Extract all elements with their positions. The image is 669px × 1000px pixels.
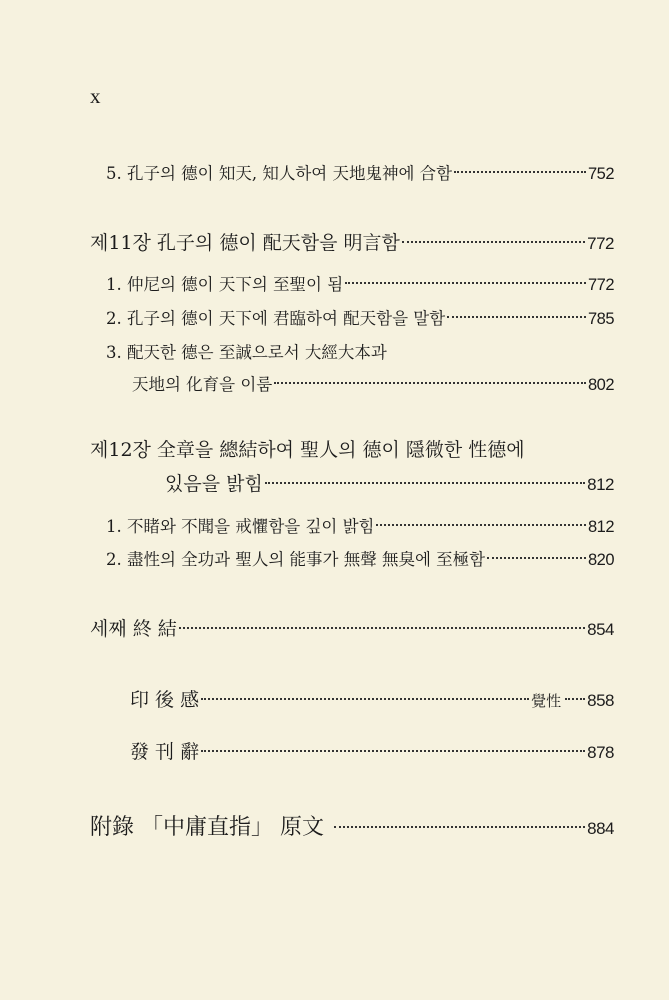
- toc-entry: [130, 737, 614, 764]
- toc-entry-page: 820: [587, 551, 614, 569]
- toc-entry-page: 785: [587, 310, 614, 328]
- toc-entry-page: 812: [587, 475, 614, 494]
- toc-entry-title: 2. 孔子의 德이 天下에 君臨하여 配天함을 말함: [106, 309, 446, 328]
- page-number: x: [90, 84, 101, 108]
- toc-chapter-title: 제12장 全章을 總結하여 聖人의 德이 隱微한 性德에: [90, 439, 525, 461]
- toc-entry-page: 802: [587, 376, 614, 394]
- toc-entry-title: 1. 不睹와 不聞을 戒懼함을 깊이 밝힘: [106, 517, 375, 536]
- toc-entry-page: 858: [587, 691, 614, 710]
- toc-entry-title-cont: 天地의 化育을 이룸: [132, 375, 273, 394]
- toc-entry: [106, 546, 614, 570]
- leader-dots: [454, 171, 586, 173]
- toc-entry: [130, 685, 614, 712]
- leader-dots: [447, 316, 586, 318]
- toc-entry-page: 812: [587, 518, 614, 536]
- toc-entry-page: 878: [587, 743, 614, 762]
- leader-dots: [265, 482, 585, 484]
- leader-dots: [179, 627, 585, 629]
- leader-dots: [274, 382, 586, 384]
- toc-entry-page: 752: [587, 165, 614, 183]
- toc-chapter: [90, 228, 614, 255]
- toc-entry-title-cont: 있음을 밝힘: [165, 473, 263, 495]
- toc-chapter: [165, 469, 614, 496]
- toc-appendix: [90, 810, 614, 841]
- toc-entry-page: 854: [587, 620, 614, 639]
- toc-entry-page: 772: [587, 234, 614, 253]
- leader-dots: [201, 750, 585, 752]
- leader-dots: [345, 282, 586, 284]
- leader-dots: [201, 698, 529, 700]
- toc-entry-page: 884: [587, 819, 614, 838]
- leader-dots: [334, 826, 585, 828]
- toc-entry-title: 5. 孔子의 德이 知天, 知人하여 天地鬼神에 合함: [106, 164, 453, 183]
- toc-entry-author: 覺性: [531, 692, 562, 710]
- toc-entry-title: 세째 終 結: [90, 618, 177, 640]
- toc-entry-title: 제11장 孔子의 德이 配天함을 明言함: [90, 232, 400, 254]
- leader-dots: [487, 557, 586, 559]
- toc-entry: [106, 271, 614, 295]
- toc-part: [90, 614, 614, 641]
- toc-entry-title: 發 刊 辭: [130, 741, 200, 763]
- toc-entry: [106, 160, 614, 184]
- toc-entry-page: 772: [587, 276, 614, 294]
- leader-dots: [565, 698, 585, 700]
- leader-dots: [402, 241, 585, 243]
- toc-entry-title: 2. 盡性의 全功과 聖人의 能事가 無聲 無臭에 至極함: [106, 550, 486, 569]
- toc-entry-title: 印 後 感: [130, 689, 200, 711]
- toc-entry-title: 1. 仲尼의 德이 天下의 至聖이 됨: [106, 275, 344, 294]
- toc-entry: [132, 371, 614, 395]
- toc-entry: [106, 305, 614, 329]
- toc-entry-title: 3. 配天한 德은 至誠으로서 大經大本과: [106, 343, 387, 362]
- toc-entry-title: 附錄 「中庸直指」 原文: [90, 815, 324, 840]
- leader-dots: [376, 524, 585, 526]
- toc-entry: [106, 513, 614, 537]
